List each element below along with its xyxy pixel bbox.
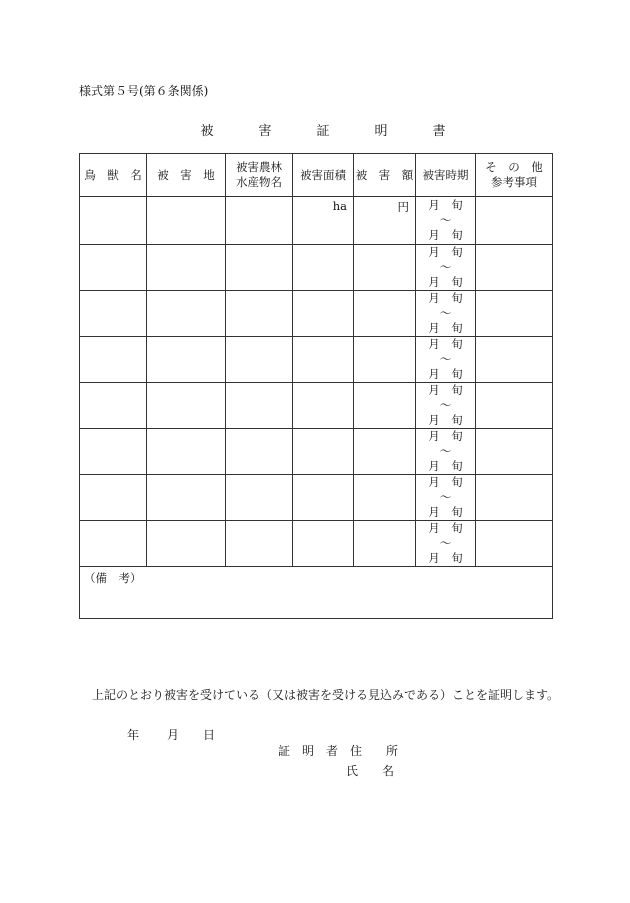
crops-cell[interactable] <box>226 197 293 245</box>
period-cell[interactable] <box>416 429 476 475</box>
period-to: 月 旬 <box>428 459 463 473</box>
period-from: 月 旬 <box>428 383 463 397</box>
table-row <box>80 429 553 475</box>
header-area: 被害面積 <box>293 154 354 197</box>
species-cell[interactable] <box>80 521 147 567</box>
notes-cell[interactable] <box>476 383 553 429</box>
area-cell[interactable] <box>293 197 354 245</box>
notes-cell[interactable] <box>476 245 553 291</box>
crops-cell[interactable] <box>226 475 293 521</box>
amount-cell[interactable] <box>354 521 416 567</box>
period-tilde: ～ <box>439 490 452 504</box>
species-cell[interactable] <box>80 429 147 475</box>
period-to: 月 旬 <box>428 505 463 519</box>
amount-cell[interactable] <box>354 291 416 337</box>
period-from: 月 旬 <box>428 245 463 259</box>
location-cell[interactable] <box>147 197 226 245</box>
period-tilde: ～ <box>439 352 452 366</box>
period-cell[interactable] <box>416 291 476 337</box>
period-cell[interactable] <box>416 475 476 521</box>
period-tilde: ～ <box>439 444 452 458</box>
period-cell[interactable] <box>416 383 476 429</box>
period-cell[interactable] <box>416 337 476 383</box>
damage-table <box>79 153 553 619</box>
table-row <box>80 197 553 245</box>
crops-cell[interactable] <box>226 291 293 337</box>
header-notes <box>476 154 553 197</box>
crops-cell[interactable] <box>226 383 293 429</box>
notes-cell[interactable] <box>476 429 553 475</box>
header-period: 被害時期 <box>416 154 476 197</box>
species-cell[interactable] <box>80 337 147 383</box>
period-to: 月 旬 <box>428 228 463 242</box>
table-row <box>80 383 553 429</box>
date-line <box>127 726 215 743</box>
table-row <box>80 245 553 291</box>
period-to: 月 旬 <box>428 275 463 289</box>
notes-cell[interactable] <box>476 197 553 245</box>
period-tilde: ～ <box>439 306 452 320</box>
location-cell[interactable] <box>147 429 226 475</box>
amount-cell[interactable] <box>354 245 416 291</box>
header-crops <box>226 154 293 197</box>
form-number: 様式第５号(第６条関係) <box>79 84 209 98</box>
period-cell[interactable] <box>416 521 476 567</box>
period-tilde: ～ <box>439 213 452 227</box>
period-tilde: ～ <box>439 260 452 274</box>
period-from: 月 旬 <box>428 291 463 305</box>
period-to: 月 旬 <box>428 551 463 565</box>
notes-cell[interactable] <box>476 475 553 521</box>
period-from: 月 旬 <box>428 475 463 489</box>
location-cell[interactable] <box>147 245 226 291</box>
amount-cell[interactable] <box>354 429 416 475</box>
period-cell[interactable] <box>416 197 476 245</box>
period-to: 月 旬 <box>428 413 463 427</box>
amount-cell[interactable] <box>354 383 416 429</box>
crops-cell[interactable] <box>226 429 293 475</box>
date-day: 日 <box>203 728 216 742</box>
header-notes-line1: そ の 他 <box>485 160 543 174</box>
header-crops-line1: 被害農林 <box>236 160 282 174</box>
period-tilde: ～ <box>439 398 452 412</box>
area-cell[interactable] <box>293 475 354 521</box>
area-cell[interactable] <box>293 429 354 475</box>
area-cell[interactable] <box>293 337 354 383</box>
period-cell[interactable] <box>416 245 476 291</box>
amount-cell[interactable] <box>354 197 416 245</box>
table-row <box>80 291 553 337</box>
period-from: 月 旬 <box>428 337 463 351</box>
remarks-label: （備 考） <box>84 571 142 585</box>
header-location: 被 害 地 <box>147 154 226 197</box>
unit-amount: 円 <box>397 200 409 214</box>
location-cell[interactable] <box>147 291 226 337</box>
location-cell[interactable] <box>147 337 226 383</box>
document-title: 被 害 証 明 書 <box>200 124 462 139</box>
amount-cell[interactable] <box>354 337 416 383</box>
species-cell[interactable] <box>80 383 147 429</box>
period-tilde: ～ <box>439 536 452 550</box>
date-month: 月 <box>167 728 180 742</box>
location-cell[interactable] <box>147 475 226 521</box>
notes-cell[interactable] <box>476 291 553 337</box>
certification-statement: 上記のとおり被害を受けている（又は被害を受ける見込みである）ことを証明します。 <box>92 688 560 702</box>
header-crops-line2: 水産物名 <box>236 175 282 189</box>
period-to: 月 旬 <box>428 321 463 335</box>
crops-cell[interactable] <box>226 337 293 383</box>
period-from: 月 旬 <box>428 429 463 443</box>
certifier-address-label: 証 明 者 住 所 <box>278 744 399 758</box>
location-cell[interactable] <box>147 521 226 567</box>
amount-cell[interactable] <box>354 475 416 521</box>
area-cell[interactable] <box>293 521 354 567</box>
date-year: 年 <box>127 728 140 742</box>
period-from: 月 旬 <box>428 198 463 212</box>
period-to: 月 旬 <box>428 367 463 381</box>
table-row <box>80 521 553 567</box>
area-cell[interactable] <box>293 383 354 429</box>
header-notes-line2: 参考事項 <box>491 175 537 189</box>
species-cell[interactable] <box>80 475 147 521</box>
unit-area: ha <box>332 199 347 213</box>
species-cell[interactable] <box>80 245 147 291</box>
table-row <box>80 337 553 383</box>
species-cell[interactable] <box>80 291 147 337</box>
crops-cell[interactable] <box>226 245 293 291</box>
area-cell[interactable] <box>293 291 354 337</box>
period-from: 月 旬 <box>428 521 463 535</box>
notes-cell[interactable] <box>476 337 553 383</box>
notes-cell[interactable] <box>476 521 553 567</box>
header-amount: 被 害 額 <box>354 154 416 197</box>
table-header-row <box>80 154 553 197</box>
area-cell[interactable] <box>293 245 354 291</box>
remarks-cell[interactable] <box>80 567 553 619</box>
species-cell[interactable] <box>80 197 147 245</box>
location-cell[interactable] <box>147 383 226 429</box>
crops-cell[interactable] <box>226 521 293 567</box>
table-row <box>80 475 553 521</box>
certifier-name-label: 氏 名 <box>346 764 395 778</box>
header-species: 鳥 獣 名 <box>80 154 147 197</box>
remarks-row <box>80 567 553 619</box>
